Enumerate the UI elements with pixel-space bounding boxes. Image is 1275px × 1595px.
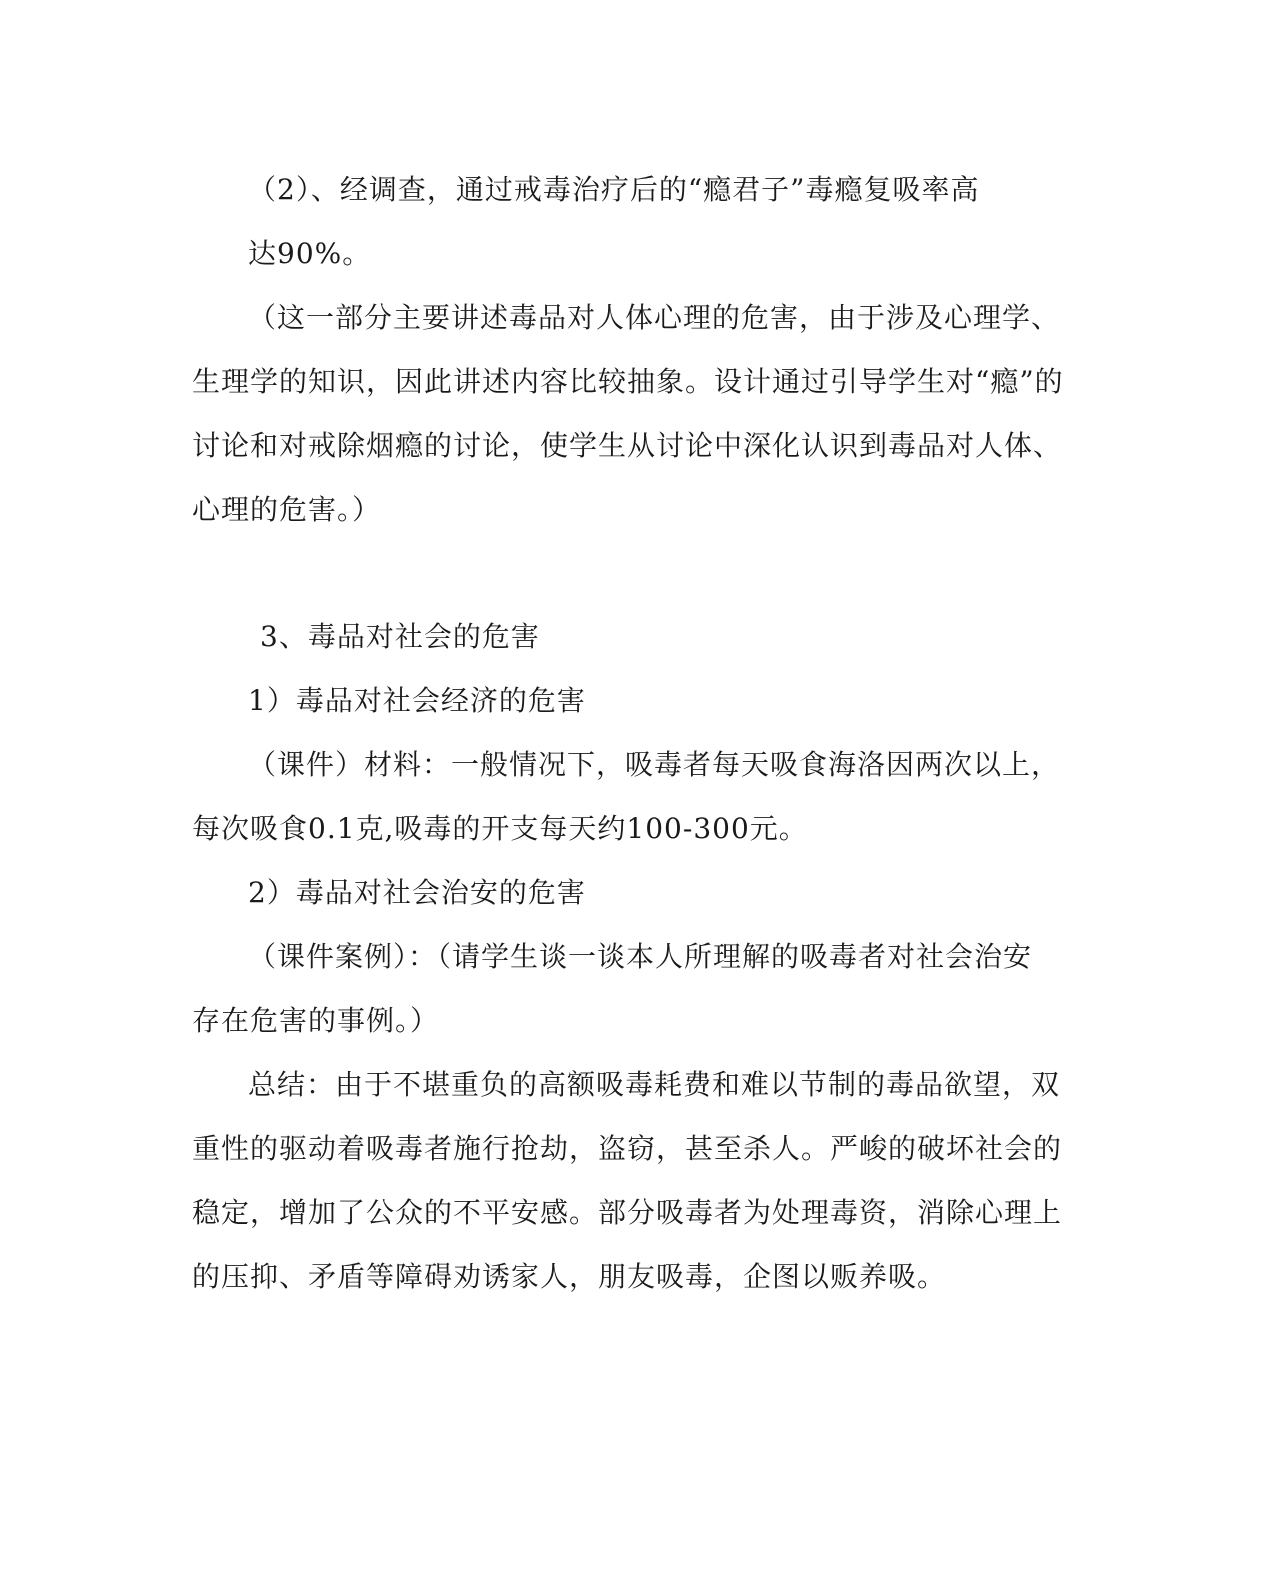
section-heading: 3、毒品对社会的危害 [260, 620, 540, 653]
paragraph-line: 心理的危害。） [192, 493, 382, 526]
subsection-heading: 2）毒品对社会治安的危害 [248, 876, 586, 909]
paragraph-line: 的压抑、矛盾等障碍劝诱家人，朋友吸毒，企图以贩养吸。 [192, 1260, 947, 1293]
paragraph-line: 存在危害的事例。） [192, 1004, 440, 1037]
paragraph-line: （课件案例）：（请学生谈一谈本人所理解的吸毒者对社会治安 [248, 940, 1033, 973]
paragraph-line: （2）、经调查，通过戒毒治疗后的“瘾君子”毒瘾复吸率高 [248, 173, 980, 206]
paragraph-line: 达90%。 [248, 237, 372, 270]
paragraph-line: 重性的驱动着吸毒者施行抢劫，盗窃，甚至杀人。严峻的破坏社会的 [192, 1132, 1063, 1165]
paragraph-line: 生理学的知识，因此讲述内容比较抽象。设计通过引导学生对“瘾”的 [192, 365, 1064, 398]
paragraph-line: 每次吸食0.1克,吸毒的开支每天约100-300元。 [192, 812, 808, 845]
paragraph-line: 讨论和对戒除烟瘾的讨论，使学生从讨论中深化认识到毒品对人体、 [192, 429, 1063, 462]
paragraph-line: （课件）材料：一般情况下，吸毒者每天吸食海洛因两次以上， [248, 748, 1061, 781]
paragraph-line: 总结：由于不堪重负的高额吸毒耗费和难以节制的毒品欲望，双 [248, 1068, 1061, 1101]
paragraph-line: 稳定，增加了公众的不平安感。部分吸毒者为处理毒资，消除心理上 [192, 1196, 1063, 1229]
subsection-heading: 1）毒品对社会经济的危害 [248, 684, 586, 717]
paragraph-line: （这一部分主要讲述毒品对人体心理的危害，由于涉及心理学、 [248, 301, 1061, 334]
